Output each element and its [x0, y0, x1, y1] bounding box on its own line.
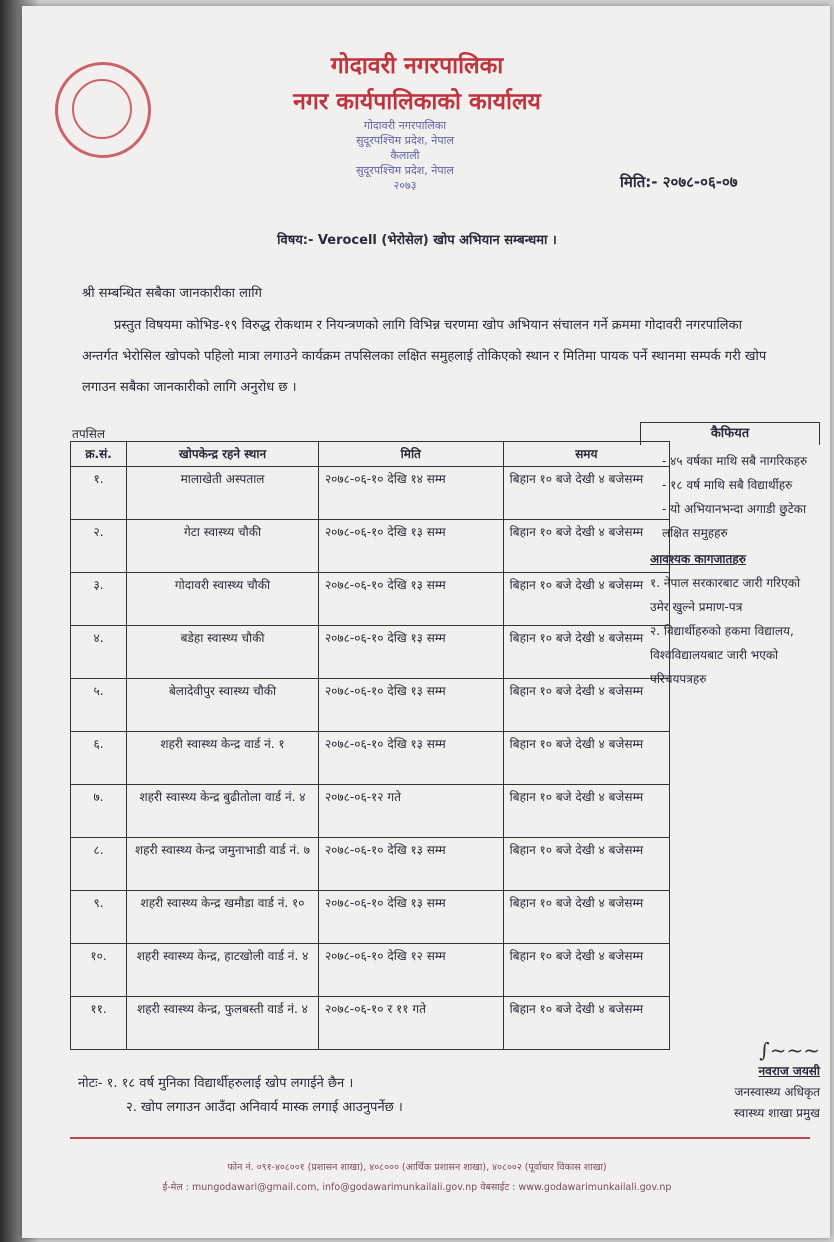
cell-date: २०७८-०६-१० देखि १३ सम्म: [318, 679, 503, 732]
remarks-heading: कैफियत: [640, 422, 820, 445]
required-documents-heading: आवश्यक कागजातहरु: [650, 552, 746, 566]
cell-location: शहरी स्वास्थ्य केन्द्र, हाटखोली वार्ड नं. ४: [127, 944, 319, 997]
cell-time: बिहान १० बजे देखी ४ बजेसम्म: [503, 732, 669, 785]
stamp-line: सुदूरपश्चिम प्रदेश, नेपाल: [356, 134, 454, 147]
list-item: - ४५ वर्षका माथि सबै नागरिकहरु: [662, 449, 815, 473]
letter-subject: विषय:- Verocell (भेरोसेल) खोप अभियान सम्बन्धमा ।: [277, 233, 557, 248]
list-item: - १८ वर्ष माथि सबै विद्यार्थीहरु: [662, 473, 815, 497]
col-header-sn: क्र.सं.: [71, 442, 127, 467]
cell-sn: ४.: [71, 626, 127, 679]
stamp-line: गोदावरी नगरपालिका: [363, 119, 447, 132]
cell-date: २०७८-०६-१० देखि १३ सम्म: [318, 573, 503, 626]
cell-sn: ८.: [71, 838, 127, 891]
table-row: [71, 679, 670, 732]
note-1: नोटः- १. १८ वर्ष मुनिका विद्यार्थीहरुलाई खोप लगाईने छैन ।: [78, 1076, 354, 1091]
cell-time: बिहान १० बजे देखी ४ बजेसम्म: [503, 785, 669, 838]
cell-date: २०७८-०६-१० देखि १३ सम्म: [318, 626, 503, 679]
target-groups-list: [650, 449, 815, 545]
cell-location: शहरी स्वास्थ्य केन्द्र जमुनाभाडी वार्ड नं. ७: [127, 838, 319, 891]
letter-date: मिति:- २०७८-०६-०७: [620, 173, 738, 191]
cell-date: २०७८-०६-१० देखि १३ सम्म: [318, 732, 503, 785]
cell-time: बिहान १० बजे देखी ४ बजेसम्म: [503, 944, 669, 997]
cell-date: २०७८-०६-१२ गते: [318, 785, 503, 838]
cell-date: २०७८-०६-१० र ११ गते: [318, 997, 503, 1050]
cell-sn: ३.: [71, 573, 127, 626]
table-row: [71, 997, 670, 1050]
signatory-title: जनस्वास्थ्य अधिकृत: [734, 1085, 820, 1099]
footer-contact: ई-मेल : mungodawari@gmail.com, info@godawarimunkailali.gov.np वेबसाईट : www.godawarimunkailali.gov.np: [162, 1182, 672, 1193]
cell-time: बिहान १० बजे देखी ४ बजेसम्म: [503, 838, 669, 891]
cell-date: २०७८-०६-१० देखि १२ सम्म: [318, 944, 503, 997]
signatory-name: नवराज जयसी: [758, 1064, 820, 1078]
cell-date: २०७८-०६-१० देखि १३ सम्म: [318, 891, 503, 944]
cell-sn: १०.: [71, 944, 127, 997]
table-row: [71, 573, 670, 626]
cell-sn: ५.: [71, 679, 127, 732]
document-item: २. विद्यार्थीहरुको हकमा विद्यालय, विश्वविद्यालयबाट जारी भएको परिचयपत्रहरु: [650, 624, 794, 686]
cell-time: बिहान १० बजे देखी ४ बजेसम्म: [503, 626, 669, 679]
cell-sn: ७.: [71, 785, 127, 838]
col-header-location: खोपकेन्द्र रहने स्थान: [127, 442, 319, 467]
cell-sn: १.: [71, 467, 127, 520]
cell-location: गेटा स्वास्थ्य चौकी: [127, 520, 319, 573]
stamp-line: कैलाली: [390, 149, 420, 162]
remarks-panel: [650, 449, 815, 691]
table-row: [71, 891, 670, 944]
cell-location: मालाखेती अस्पताल: [127, 467, 319, 520]
body-paragraph: प्रस्तुत विषयमा कोभिड-१९ विरुद्ध रोकथाम र नियन्त्रणको लागि विभिन्न चरणमा खोप अभियान संचालन गर्ने क्रममा गोदावरी नगरपालिका अन्तर्गत भेरोसिल खोपको पहिलो मात्रा लगाउने कार्यक्रम तपसिलका लक्षित समुहलाई तोकिएको स्थान र मितिमा पायक पर्ने स्थानमा सम्पर्क गरी खोप लगाउन सबैका जानकारीको लागि अनुरोध छ ।: [82, 318, 767, 395]
cell-sn: २.: [71, 520, 127, 573]
cell-location: बडेहा स्वास्थ्य चौकी: [127, 626, 319, 679]
note-2: २. खोप लगाउन आउँदा अनिवार्य मास्क लगाई आउनुपर्नेछ ।: [126, 1100, 403, 1115]
cell-sn: ११.: [71, 997, 127, 1050]
letter-body: [82, 310, 772, 403]
table-row: [71, 944, 670, 997]
stamp-line: २०७३: [393, 179, 417, 192]
signature-block: [660, 1040, 820, 1124]
office-name: नगर कार्यपालिकाको कार्यालय: [293, 89, 541, 115]
cell-location: शहरी स्वास्थ्य केन्द्र बुढीतोला वार्ड नं. ४: [127, 785, 319, 838]
office-stamp: [330, 118, 480, 213]
cell-location: गोदावरी स्वास्थ्य चौकी: [127, 573, 319, 626]
document-item: १. नेपाल सरकारबाट जारी गरिएको उमेर खुल्ने प्रमाण-पत्र: [650, 576, 801, 614]
cell-date: २०७८-०६-१० देखि १३ सम्म: [318, 838, 503, 891]
col-header-date: मिति: [318, 442, 503, 467]
cell-location: शहरी स्वास्थ्य केन्द्र, फुलबस्ती वार्ड नं. ४: [127, 997, 319, 1050]
cell-time: बिहान १० बजे देखी ४ बजेसम्म: [503, 679, 669, 732]
cell-sn: ९.: [71, 891, 127, 944]
table-caption: तपसिल: [72, 427, 106, 441]
table-row: [71, 732, 670, 785]
table-row: [71, 838, 670, 891]
footer-phone: फोन नं. ०९१-४०८००१ (प्रशासन शाखा), ४०८००० (आर्थिक प्रशासन शाखा), ४०८००२ (पूर्वाधार विकास शाखा): [227, 1162, 607, 1173]
municipality-name: गोदावरी नगरपालिका: [330, 53, 504, 79]
vaccination-schedule-table: [70, 441, 670, 1050]
cell-location: शहरी स्वास्थ्य केन्द्र खमौडा वार्ड नं. १०: [127, 891, 319, 944]
cell-time: बिहान १० बजे देखी ४ बजेसम्म: [503, 467, 669, 520]
signatory-dept: स्वास्थ्य शाखा प्रमुख: [733, 1106, 820, 1120]
table-header-row: [71, 442, 670, 467]
notes-section: [78, 1072, 403, 1120]
cell-date: २०७८-०६-१० देखि १३ सम्म: [318, 520, 503, 573]
cell-time: बिहान १० बजे देखी ४ बजेसम्म: [503, 573, 669, 626]
list-item: - यो अभियानभन्दा अगाडी छुटेका लक्षित समुहहरु: [662, 497, 815, 545]
cell-location: शहरी स्वास्थ्य केन्द्र वार्ड नं. १: [127, 732, 319, 785]
cell-time: बिहान १० बजे देखी ४ बजेसम्म: [503, 997, 669, 1050]
cell-location: बेलादेवीपुर स्वास्थ्य चौकी: [127, 679, 319, 732]
table-row: [71, 626, 670, 679]
table-row: [71, 467, 670, 520]
stamp-line: सुदूरपश्चिम प्रदेश, नेपाल: [356, 164, 454, 177]
handwritten-signature: ∫~~~: [759, 1038, 820, 1062]
table-row: [71, 785, 670, 838]
salutation: श्री सम्बन्धित सबैका जानकारीका लागि: [82, 286, 262, 301]
table-row: [71, 520, 670, 573]
cell-time: बिहान १० बजे देखी ४ बजेसम्म: [503, 520, 669, 573]
cell-sn: ६.: [71, 732, 127, 785]
footer-divider: [70, 1137, 810, 1139]
cell-time: बिहान १० बजे देखी ४ बजेसम्म: [503, 891, 669, 944]
cell-date: २०७८-०६-१० देखि १४ सम्म: [318, 467, 503, 520]
col-header-time: समय: [503, 442, 669, 467]
